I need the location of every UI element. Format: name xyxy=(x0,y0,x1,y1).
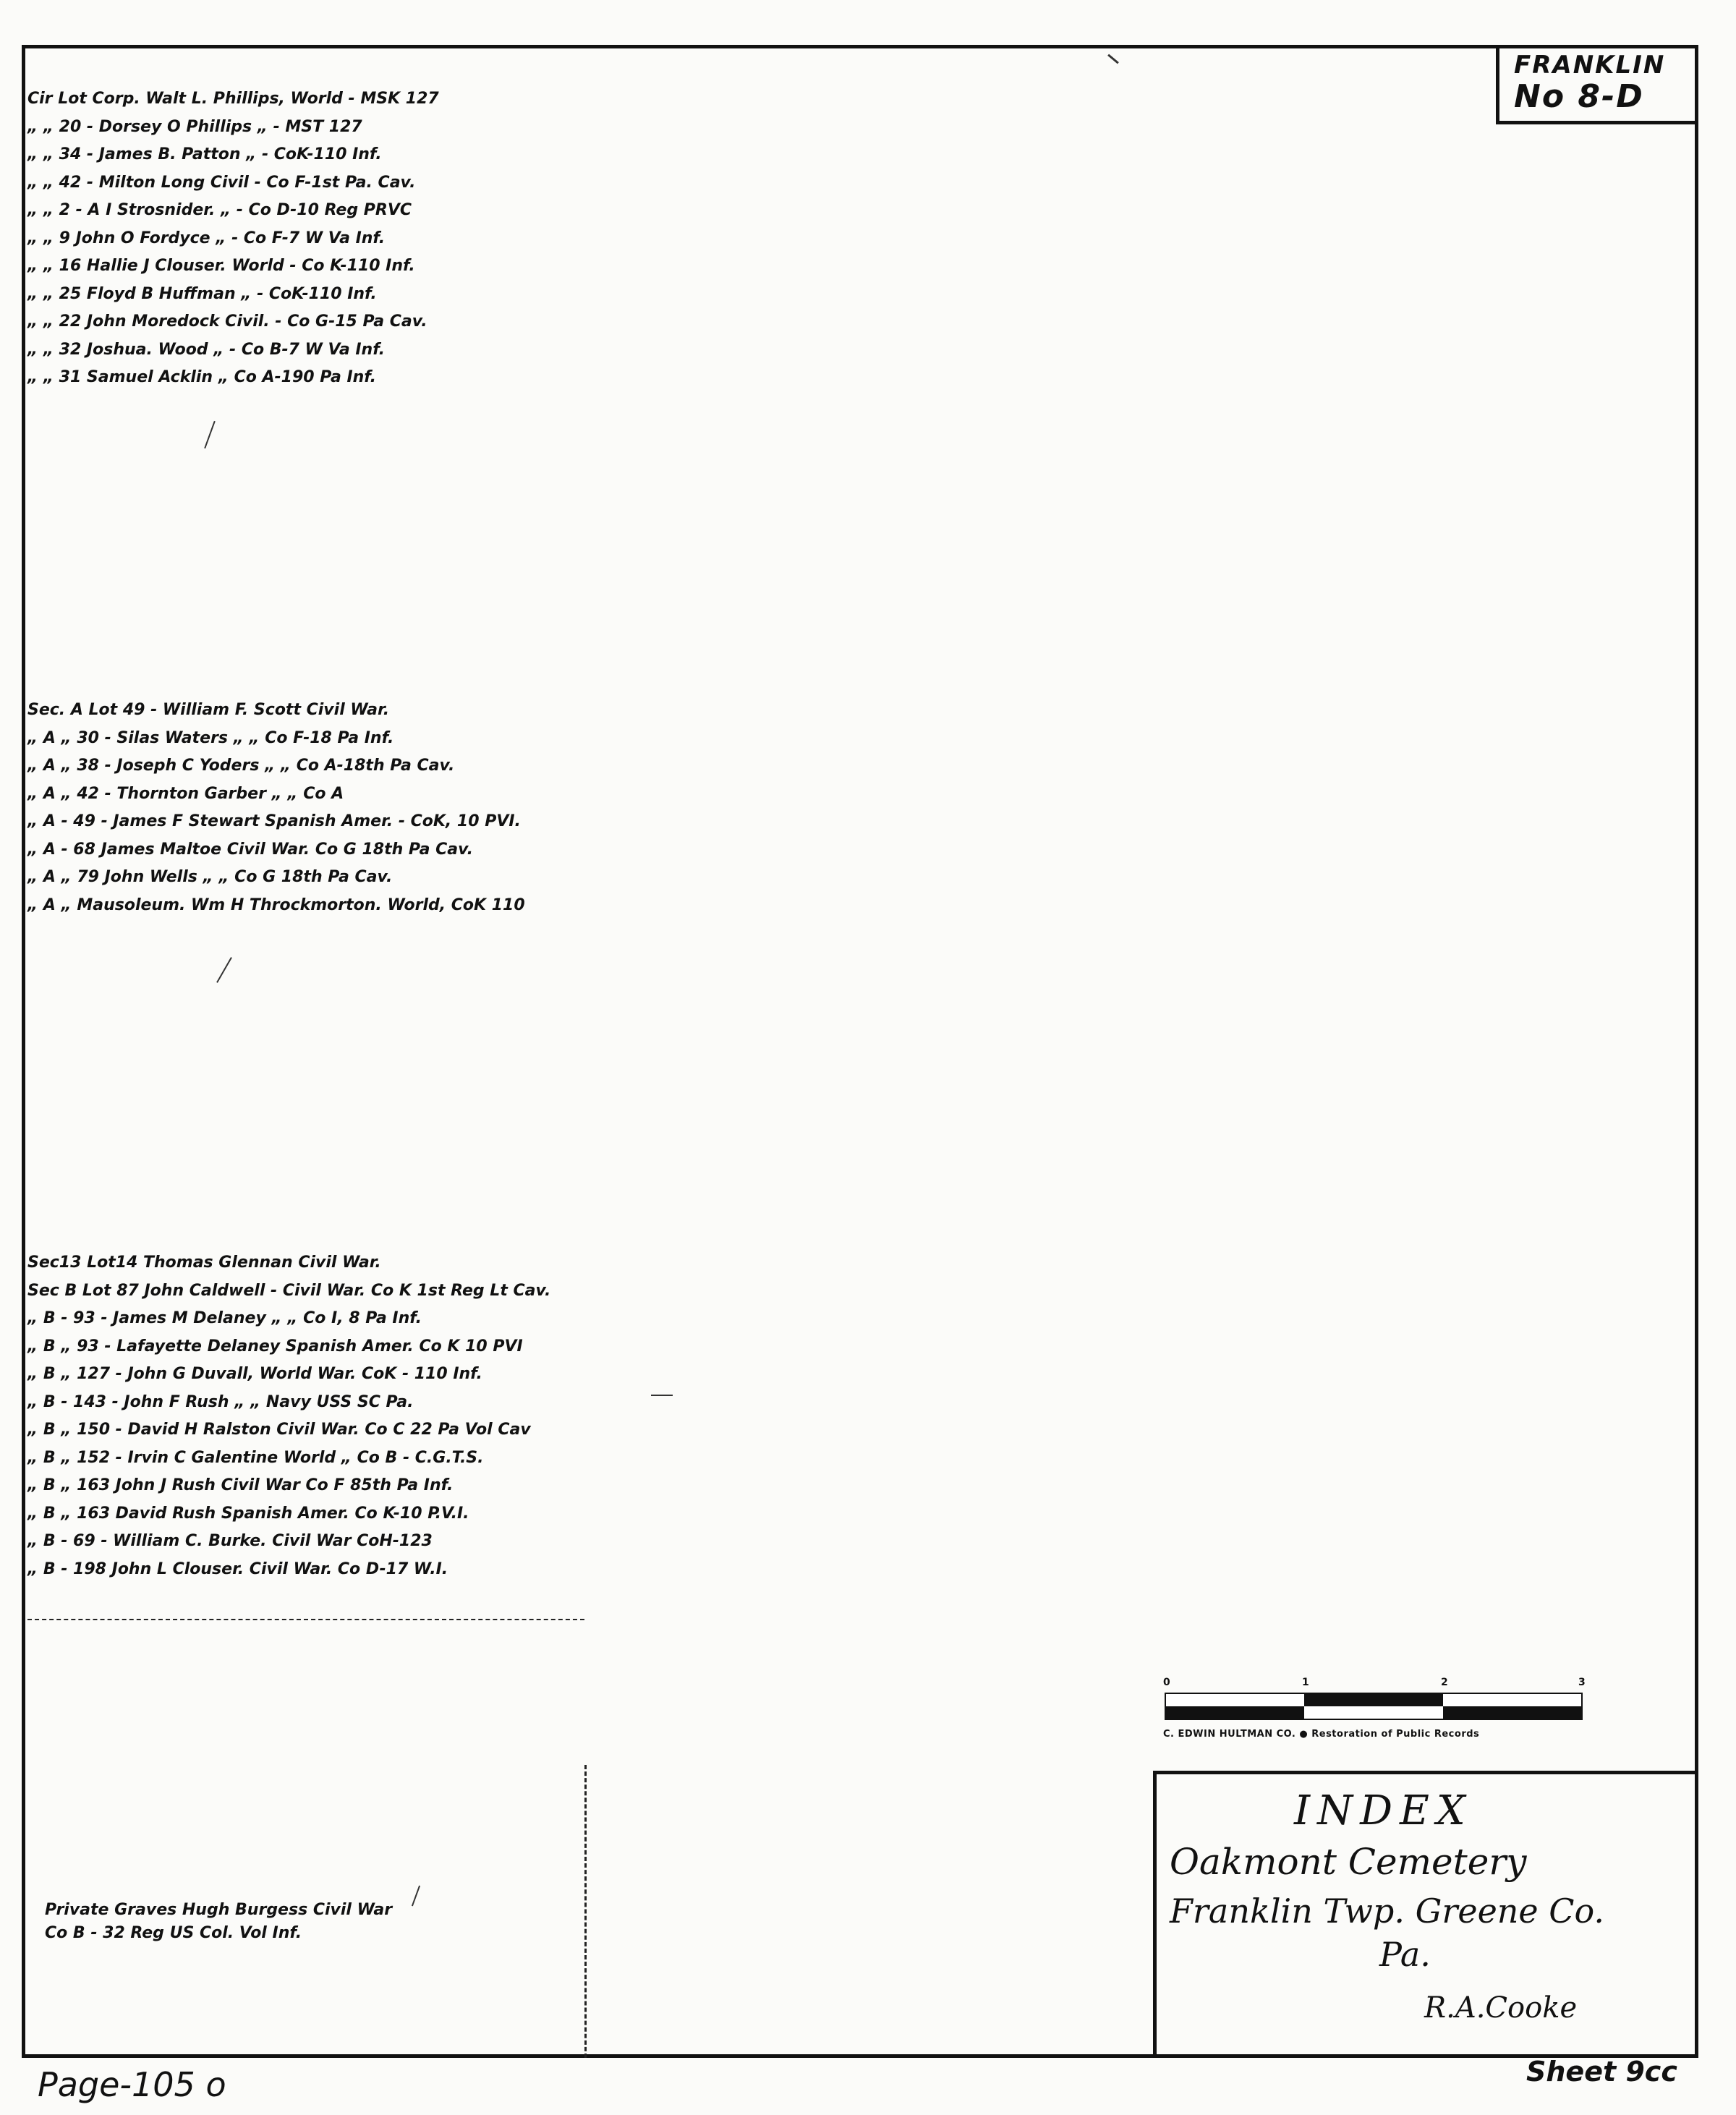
burial-entry: „ „ 31 Samuel Acklin „ Co A-190 Pa Inf. xyxy=(27,368,377,386)
burial-list-section-b xyxy=(27,1249,550,1583)
township-county: Franklin Twp. Greene Co. xyxy=(1170,1891,1604,1931)
burial-entry: Cir Lot Corp. Walt L. Phillips, World - MSK 127 xyxy=(27,90,439,108)
sheet-number: Sheet 9cc xyxy=(1526,2056,1677,2088)
burial-entry: Sec B Lot 87 John Caldwell - Civil War. Co K 1st Reg Lt Cav. xyxy=(27,1281,551,1300)
burial-entry: „ „ 9 John O Fordyce „ - Co F-7 W Va Inf. xyxy=(27,229,386,247)
cemetery-name: Oakmont Cemetery xyxy=(1170,1841,1527,1883)
signature: R.A.Cooke xyxy=(1424,1991,1578,2025)
burial-entry: „ „ 22 John Moredock Civil. - Co G-15 Pa Cav. xyxy=(27,312,427,331)
burial-entry: „ B - 143 - John F Rush „ „ Navy USS SC Pa. xyxy=(27,1392,414,1411)
scale-label: 2 xyxy=(1441,1677,1448,1688)
scale-label: 0 xyxy=(1163,1677,1170,1688)
sheet-id-tab xyxy=(1496,46,1697,124)
burial-entry: „ „ 42 - Milton Long Civil - Co F-1st Pa. Cav. xyxy=(27,173,416,192)
private-graves-note xyxy=(45,1899,392,1945)
burial-entry: „ A - 68 James Maltoe Civil War. Co G 18th Pa Cav. xyxy=(27,840,474,859)
burial-entry: „ B „ 93 - Lafayette Delaney Spanish Amer. Co K 10 PVI xyxy=(27,1337,523,1356)
township-label: FRANKLIN xyxy=(1514,51,1666,80)
burial-entry: „ „ 32 Joshua. Wood „ - Co B-7 W Va Inf. xyxy=(27,340,385,359)
private-grave-line: Private Graves Hugh Burgess Civil War xyxy=(45,1901,393,1919)
stray-mark xyxy=(651,1395,673,1396)
page-number: Page-105 o xyxy=(38,2065,226,2104)
title-heading: INDEX xyxy=(1294,1787,1473,1834)
scale-bar xyxy=(1160,1677,1588,1749)
burial-entry: Sec. A Lot 49 - William F. Scott Civil War. xyxy=(27,701,390,719)
burial-entry: „ A „ Mausoleum. Wm H Throckmorton. World, CoK 110 xyxy=(27,895,525,914)
burial-entry: „ A „ 79 John Wells „ „ Co G 18th Pa Cav. xyxy=(27,868,393,886)
state-label: Pa. xyxy=(1379,1935,1431,1974)
burial-entry: „ B - 198 John L Clouser. Civil War. Co D-17 W.I. xyxy=(27,1559,448,1578)
burial-list-section-a xyxy=(27,697,525,919)
burial-entry: „ B „ 127 - John G Duvall, World War. CoK - 110 Inf. xyxy=(27,1365,482,1383)
scale-labels xyxy=(1160,1677,1588,1693)
title-block xyxy=(1153,1771,1698,2058)
burial-entry: „ B „ 152 - Irvin C Galentine World „ Co B - C.G.T.S. xyxy=(27,1448,484,1467)
sheet-number-label: No 8-D xyxy=(1514,78,1644,115)
vertical-divider xyxy=(584,1765,587,2058)
burial-entry: „ B - 93 - James M Delaney „ „ Co I, 8 Pa Inf. xyxy=(27,1309,422,1327)
burial-entry: „ A „ 42 - Thornton Garber „ „ Co A xyxy=(27,784,344,803)
scale-label: 1 xyxy=(1302,1677,1309,1688)
burial-entry: „ „ 2 - A I Strosnider. „ - Co D-10 Reg PRVC xyxy=(27,201,412,219)
burial-entry: „ „ 20 - Dorsey O Phillips „ - MST 127 xyxy=(27,117,362,136)
burial-list-circle-lots xyxy=(27,85,439,392)
scale-credit: C. EDWIN HULTMAN CO. ● Restoration of Public Records xyxy=(1163,1729,1480,1740)
burial-entry: „ A „ 30 - Silas Waters „ „ Co F-18 Pa Inf. xyxy=(27,728,394,747)
burial-entry: „ A - 49 - James F Stewart Spanish Amer. - CoK, 10 PVI. xyxy=(27,812,521,830)
burial-entry: Sec13 Lot14 Thomas Glennan Civil War. xyxy=(27,1254,381,1272)
scale-label: 3 xyxy=(1578,1677,1586,1688)
burial-entry: „ „ 34 - James B. Patton „ - CoK-110 Inf. xyxy=(27,145,382,163)
burial-entry: „ B „ 163 John J Rush Civil War Co F 85th Pa Inf. xyxy=(27,1476,454,1494)
burial-entry: „ B - 69 - William C. Burke. Civil War CoH-123 xyxy=(27,1532,433,1550)
burial-entry: „ B „ 163 David Rush Spanish Amer. Co K-10 P.V.I. xyxy=(27,1504,469,1523)
section-divider xyxy=(27,1619,584,1620)
burial-entry: „ B „ 150 - David H Ralston Civil War. Co C 22 Pa Vol Cav xyxy=(27,1421,531,1439)
scale-bar-graphic xyxy=(1165,1693,1583,1720)
burial-entry: „ A „ 38 - Joseph C Yoders „ „ Co A-18th Pa Cav. xyxy=(27,757,455,775)
burial-entry: „ „ 16 Hallie J Clouser. World - Co K-110 Inf. xyxy=(27,257,415,275)
private-grave-line: Co B - 32 Reg US Col. Vol Inf. xyxy=(45,1924,302,1942)
burial-entry: „ „ 25 Floyd B Huffman „ - CoK-110 Inf. xyxy=(27,284,377,303)
